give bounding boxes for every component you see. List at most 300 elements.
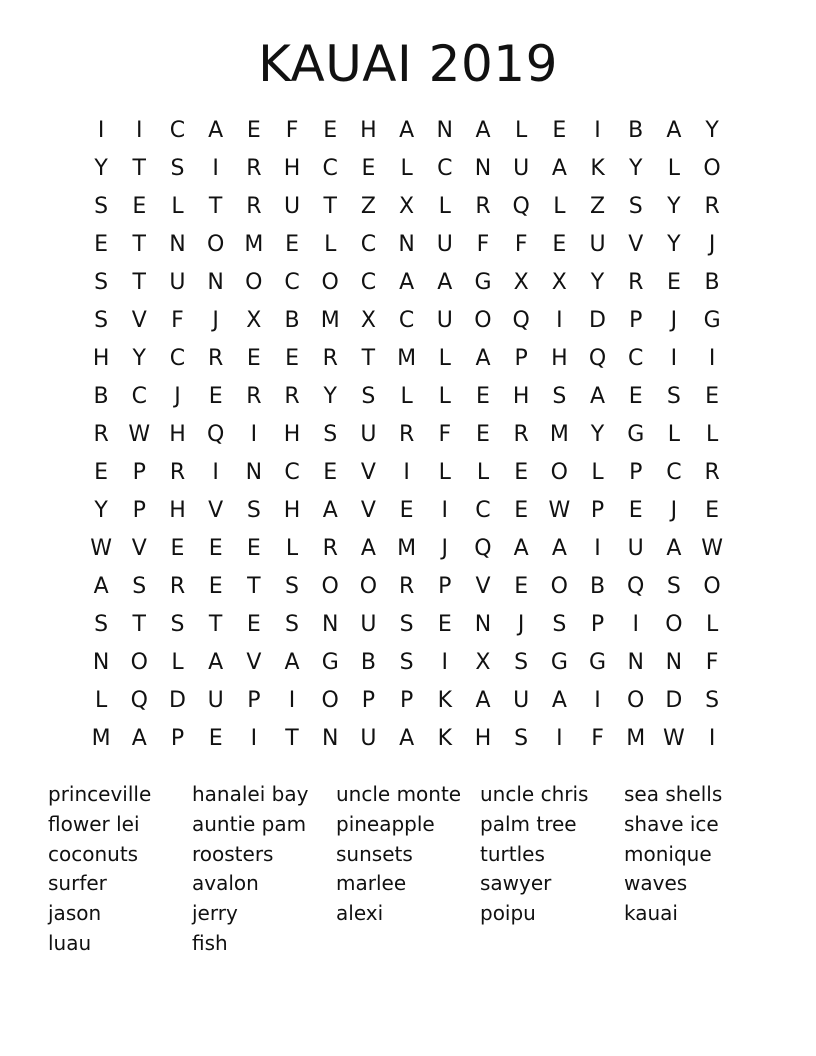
word-list-item: pineapple xyxy=(336,811,435,836)
grid-letter: A xyxy=(284,650,300,675)
grid-letter: J xyxy=(670,308,678,333)
grid-row xyxy=(82,226,732,264)
grid-letter: O xyxy=(245,270,263,295)
grid-letter: S xyxy=(170,612,185,637)
grid-letter: H xyxy=(551,346,568,371)
grid-letter: I xyxy=(670,346,678,371)
grid-letter: E xyxy=(323,118,338,143)
grid-letter: Q xyxy=(512,194,530,219)
grid-letter: O xyxy=(474,308,492,333)
grid-letter: Y xyxy=(590,270,605,295)
grid-letter: S xyxy=(246,498,261,523)
word-list-item: poipu xyxy=(480,901,536,926)
grid-letter: E xyxy=(208,574,223,599)
grid-letter: A xyxy=(475,688,491,713)
word-list-item: jerry xyxy=(192,901,238,926)
grid-letter: A xyxy=(93,574,109,599)
grid-letter: I xyxy=(441,498,449,523)
grid-letter: L xyxy=(476,460,490,485)
grid-letter: N xyxy=(474,156,492,181)
grid-letter: C xyxy=(628,346,644,371)
grid-letter: N xyxy=(627,650,644,675)
grid-letter: L xyxy=(705,422,719,447)
grid-letter: V xyxy=(475,574,491,599)
grid-letter: I xyxy=(97,118,105,143)
grid-letter: R xyxy=(246,384,262,409)
grid-letter: C xyxy=(475,498,491,523)
grid-letter: L xyxy=(667,156,681,181)
grid-letter: S xyxy=(94,612,109,637)
grid-letter: I xyxy=(594,536,601,561)
grid-letter: C xyxy=(169,118,186,143)
grid-letter: U xyxy=(627,536,644,561)
grid-letter: L xyxy=(171,194,184,219)
grid-letter: L xyxy=(667,422,681,447)
grid-row xyxy=(82,264,732,302)
word-list-item: fish xyxy=(192,930,228,955)
grid-letter: B xyxy=(628,118,644,143)
grid-letter: E xyxy=(476,384,490,409)
grid-letter: U xyxy=(360,726,377,751)
letter-grid xyxy=(82,112,732,758)
grid-letter: I xyxy=(250,422,258,447)
grid-letter: U xyxy=(207,688,224,713)
grid-letter: J xyxy=(212,308,219,333)
grid-letter: U xyxy=(436,308,453,333)
grid-letter: F xyxy=(591,726,604,751)
grid-row xyxy=(82,454,732,492)
grid-letter: I xyxy=(441,650,449,675)
grid-letter: F xyxy=(476,232,490,257)
grid-letter: S xyxy=(399,650,414,675)
grid-letter: R xyxy=(169,574,186,599)
grid-letter: O xyxy=(627,688,645,713)
grid-letter: O xyxy=(359,574,378,599)
grid-letter: G xyxy=(589,650,607,675)
grid-letter: S xyxy=(552,612,567,637)
grid-letter: E xyxy=(94,232,109,257)
grid-letter: U xyxy=(513,156,530,181)
grid-letter: N xyxy=(665,650,683,675)
grid-letter: B xyxy=(589,574,606,599)
grid-letter: X xyxy=(475,650,491,675)
grid-letter: V xyxy=(360,498,376,523)
word-list-item: roosters xyxy=(192,841,274,866)
grid-letter: P xyxy=(629,308,643,333)
grid-letter: P xyxy=(361,688,376,713)
grid-letter: C xyxy=(284,460,300,485)
grid-letter: A xyxy=(551,688,567,713)
word-list-item: hanalei bay xyxy=(192,782,309,806)
grid-letter: S xyxy=(285,612,300,637)
grid-letter: S xyxy=(666,574,681,599)
grid-letter: E xyxy=(285,346,299,371)
grid-letter: I xyxy=(594,118,601,143)
grid-letter: C xyxy=(360,232,377,257)
grid-letter: X xyxy=(551,270,567,295)
grid-letter: H xyxy=(169,422,186,447)
puzzle-title: KAUAI 2019 xyxy=(258,35,558,93)
word-list-item: shave ice xyxy=(624,811,719,836)
grid-letter: E xyxy=(514,460,529,485)
grid-letter: A xyxy=(475,118,491,143)
grid-letter: L xyxy=(438,384,451,409)
grid-letter: S xyxy=(361,384,376,409)
grid-letter: E xyxy=(246,346,261,371)
grid-letter: M xyxy=(244,232,264,257)
grid-letter: O xyxy=(703,156,721,181)
grid-row xyxy=(82,150,732,188)
grid-letter: S xyxy=(666,384,681,409)
word-list-item: marlee xyxy=(336,871,407,896)
grid-letter: C xyxy=(398,308,415,333)
grid-letter: G xyxy=(474,270,492,295)
grid-letter: O xyxy=(130,650,148,675)
grid-letter: L xyxy=(438,346,451,371)
grid-letter: L xyxy=(591,460,604,485)
grid-letter: X xyxy=(513,270,529,295)
grid-letter: R xyxy=(704,194,720,219)
grid-letter: E xyxy=(94,460,109,485)
grid-letter: A xyxy=(666,118,682,143)
grid-letter: C xyxy=(322,156,338,181)
word-list-item: sawyer xyxy=(480,871,552,896)
grid-letter: G xyxy=(627,422,645,447)
grid-row xyxy=(82,188,732,226)
grid-letter: O xyxy=(665,612,683,637)
grid-letter: N xyxy=(321,726,339,751)
grid-letter: D xyxy=(665,688,683,713)
grid-letter: U xyxy=(513,688,530,713)
grid-letter: A xyxy=(322,498,338,523)
grid-letter: Y xyxy=(94,156,108,181)
grid-letter: I xyxy=(136,118,143,143)
grid-letter: E xyxy=(132,194,147,219)
grid-letter: E xyxy=(628,384,643,409)
grid-letter: F xyxy=(514,232,528,257)
grid-letter: T xyxy=(247,574,261,599)
grid-letter: R xyxy=(169,460,186,485)
word-list-item: alexi xyxy=(336,901,384,926)
grid-letter: N xyxy=(474,612,492,637)
grid-letter: R xyxy=(246,156,262,181)
grid-letter: W xyxy=(90,536,112,561)
grid-letter: N xyxy=(321,612,339,637)
word-list-item: waves xyxy=(624,871,688,896)
grid-letter: I xyxy=(288,688,296,713)
grid-letter: E xyxy=(437,612,452,637)
grid-letter: P xyxy=(590,498,605,523)
grid-letter: U xyxy=(360,612,377,637)
grid-letter: E xyxy=(705,498,720,523)
grid-letter: L xyxy=(285,536,299,561)
grid-letter: R xyxy=(704,460,720,485)
grid-letter: W xyxy=(663,726,685,751)
grid-letter: R xyxy=(246,194,262,219)
grid-letter: S xyxy=(94,308,109,333)
grid-letter: A xyxy=(360,536,376,561)
grid-letter: S xyxy=(94,270,109,295)
word-list-item: palm tree xyxy=(480,811,577,836)
word-list-item: kauai xyxy=(624,901,678,926)
grid-letter: S xyxy=(514,726,529,751)
grid-letter: C xyxy=(169,346,186,371)
grid-letter: T xyxy=(208,194,223,219)
grid-letter: G xyxy=(321,650,339,675)
grid-letter: E xyxy=(361,156,376,181)
grid-letter: Y xyxy=(667,232,681,257)
grid-letter: U xyxy=(283,194,301,219)
grid-letter: I xyxy=(212,156,219,181)
grid-letter: H xyxy=(474,726,492,751)
grid-row xyxy=(82,492,732,530)
grid-letter: Q xyxy=(512,308,530,333)
word-list-item: sunsets xyxy=(336,841,413,866)
grid-letter: H xyxy=(360,118,377,143)
grid-row xyxy=(82,682,732,720)
grid-letter: Y xyxy=(705,118,719,143)
grid-letter: N xyxy=(169,232,186,257)
grid-letter: L xyxy=(400,384,413,409)
grid-letter: A xyxy=(590,384,606,409)
word-list-item: uncle monte xyxy=(336,782,462,806)
grid-letter: H xyxy=(92,346,110,371)
grid-letter: O xyxy=(321,270,339,295)
grid-letter: L xyxy=(705,612,719,637)
grid-letter: L xyxy=(515,118,528,143)
grid-letter: L xyxy=(438,194,451,219)
grid-letter: V xyxy=(246,650,262,675)
grid-letter: D xyxy=(589,308,606,333)
grid-letter: Y xyxy=(323,384,337,409)
grid-letter: R xyxy=(398,422,415,447)
grid-letter: A xyxy=(208,118,224,143)
grid-letter: W xyxy=(548,498,571,523)
grid-letter: U xyxy=(169,270,186,295)
grid-letter: A xyxy=(551,156,567,181)
grid-letter: P xyxy=(629,460,643,485)
grid-letter: C xyxy=(666,460,682,485)
grid-row xyxy=(82,302,732,340)
grid-letter: L xyxy=(94,688,108,713)
grid-letter: S xyxy=(170,156,185,181)
grid-letter: B xyxy=(360,650,376,675)
grid-letter: I xyxy=(594,688,601,713)
grid-letter: Y xyxy=(628,156,643,181)
grid-letter: S xyxy=(132,574,147,599)
grid-letter: S xyxy=(552,384,567,409)
grid-letter: E xyxy=(399,498,414,523)
grid-row xyxy=(82,416,732,454)
grid-letter: B xyxy=(284,308,300,333)
grid-letter: I xyxy=(708,346,716,371)
grid-letter: C xyxy=(284,270,300,295)
grid-letter: W xyxy=(128,422,151,447)
grid-letter: P xyxy=(590,612,605,637)
grid-letter: M xyxy=(91,726,111,751)
grid-letter: Q xyxy=(627,574,645,599)
grid-letter: A xyxy=(399,726,415,751)
grid-letter: M xyxy=(549,422,569,447)
grid-letter: E xyxy=(246,536,261,561)
grid-letter: A xyxy=(475,346,491,371)
grid-letter: B xyxy=(93,384,109,409)
grid-letter: R xyxy=(322,536,338,561)
grid-letter: E xyxy=(208,536,223,561)
grid-letter: K xyxy=(437,688,452,713)
grid-letter: A xyxy=(399,118,415,143)
grid-letter: E xyxy=(208,384,223,409)
grid-letter: E xyxy=(476,422,490,447)
grid-letter: L xyxy=(171,650,184,675)
grid-letter: U xyxy=(436,232,453,257)
grid-letter: F xyxy=(285,118,299,143)
grid-row xyxy=(82,720,732,758)
grid-letter: T xyxy=(132,232,146,257)
word-list-item: auntie pam xyxy=(192,811,307,836)
grid-letter: L xyxy=(324,232,337,257)
grid-letter: R xyxy=(208,346,224,371)
grid-letter: T xyxy=(361,346,376,371)
grid-letter: A xyxy=(131,726,147,751)
grid-letter: X xyxy=(399,194,415,219)
grid-letter: N xyxy=(92,650,110,675)
grid-letter: V xyxy=(131,308,147,333)
grid-letter: T xyxy=(285,726,299,751)
grid-letter: J xyxy=(670,498,678,523)
grid-letter: K xyxy=(437,726,452,751)
grid-letter: P xyxy=(514,346,528,371)
grid-letter: O xyxy=(321,688,339,713)
grid-letter: X xyxy=(360,308,376,333)
grid-letter: E xyxy=(246,612,261,637)
grid-letter: A xyxy=(666,536,682,561)
grid-letter: J xyxy=(174,384,181,409)
grid-letter: E xyxy=(323,460,338,485)
grid-letter: S xyxy=(285,574,300,599)
word-list-item: luau xyxy=(48,930,92,955)
grid-letter: H xyxy=(512,384,530,409)
grid-letter: Y xyxy=(94,498,108,523)
grid-letter: G xyxy=(703,308,721,333)
grid-letter: R xyxy=(628,270,644,295)
grid-letter: J xyxy=(517,612,525,637)
grid-letter: S xyxy=(628,194,643,219)
grid-row xyxy=(82,378,732,416)
grid-row xyxy=(82,112,732,150)
grid-row xyxy=(82,340,732,378)
grid-letter: T xyxy=(132,612,146,637)
grid-letter: E xyxy=(552,232,567,257)
grid-letter: U xyxy=(360,422,377,447)
grid-letter: Y xyxy=(132,346,146,371)
word-list-item: coconuts xyxy=(48,841,139,866)
grid-letter: R xyxy=(284,384,300,409)
grid-letter: C xyxy=(437,156,453,181)
grid-letter: S xyxy=(94,194,109,219)
word-list-item: flower lei xyxy=(48,811,140,836)
grid-letter: A xyxy=(399,270,415,295)
grid-letter: T xyxy=(208,612,223,637)
grid-letter: M xyxy=(320,308,340,333)
grid-letter: J xyxy=(708,232,716,257)
grid-row xyxy=(82,530,732,568)
grid-letter: A xyxy=(551,536,567,561)
grid-letter: L xyxy=(553,194,566,219)
grid-letter: M xyxy=(397,346,417,371)
grid-letter: H xyxy=(283,422,301,447)
grid-letter: C xyxy=(360,270,377,295)
grid-letter: O xyxy=(550,574,568,599)
grid-letter: E xyxy=(246,118,261,143)
grid-letter: F xyxy=(705,650,719,675)
grid-letter: E xyxy=(208,726,223,751)
grid-letter: U xyxy=(589,232,606,257)
grid-letter: Z xyxy=(589,194,606,219)
grid-letter: E xyxy=(628,498,643,523)
grid-letter: E xyxy=(285,232,299,257)
grid-letter: T xyxy=(323,194,337,219)
grid-letter: T xyxy=(132,156,146,181)
word-list-item: sea shells xyxy=(624,782,723,806)
grid-letter: S xyxy=(514,650,529,675)
grid-letter: V xyxy=(131,536,147,561)
grid-letter: O xyxy=(550,460,568,485)
grid-letter: P xyxy=(132,498,146,523)
grid-letter: A xyxy=(437,270,453,295)
grid-letter: Q xyxy=(206,422,225,447)
grid-letter: P xyxy=(132,460,146,485)
grid-letter: N xyxy=(207,270,224,295)
grid-letter: C xyxy=(131,384,147,409)
grid-letter: M xyxy=(397,536,417,561)
grid-letter: L xyxy=(438,460,451,485)
grid-letter: S xyxy=(705,688,720,713)
grid-letter: T xyxy=(132,270,146,295)
word-list-item: avalon xyxy=(192,871,259,896)
word-list-item: surfer xyxy=(48,871,107,896)
grid-letter: I xyxy=(212,460,219,485)
word-list-item: turtles xyxy=(480,841,545,866)
grid-letter: Q xyxy=(588,346,607,371)
grid-letter: Y xyxy=(667,194,681,219)
grid-letter: P xyxy=(170,726,185,751)
grid-letter: Q xyxy=(474,536,492,561)
grid-letter: A xyxy=(208,650,224,675)
grid-letter: L xyxy=(400,156,413,181)
grid-letter: V xyxy=(360,460,376,485)
grid-letter: N xyxy=(245,460,263,485)
grid-letter: P xyxy=(438,574,452,599)
grid-letter: A xyxy=(513,536,529,561)
grid-letter: I xyxy=(556,308,563,333)
grid-letter: H xyxy=(283,156,301,181)
grid-letter: W xyxy=(701,536,723,561)
grid-row xyxy=(82,568,732,606)
grid-letter: H xyxy=(169,498,186,523)
word-list-item: monique xyxy=(624,841,712,866)
grid-letter: E xyxy=(170,536,185,561)
grid-letter: N xyxy=(436,118,454,143)
grid-row xyxy=(82,606,732,644)
grid-row xyxy=(82,644,732,682)
grid-letter: X xyxy=(246,308,262,333)
word-list-item: jason xyxy=(48,901,102,926)
grid-letter: E xyxy=(666,270,681,295)
word-list xyxy=(48,780,768,959)
grid-letter: Q xyxy=(130,688,148,713)
grid-letter: R xyxy=(93,422,109,447)
